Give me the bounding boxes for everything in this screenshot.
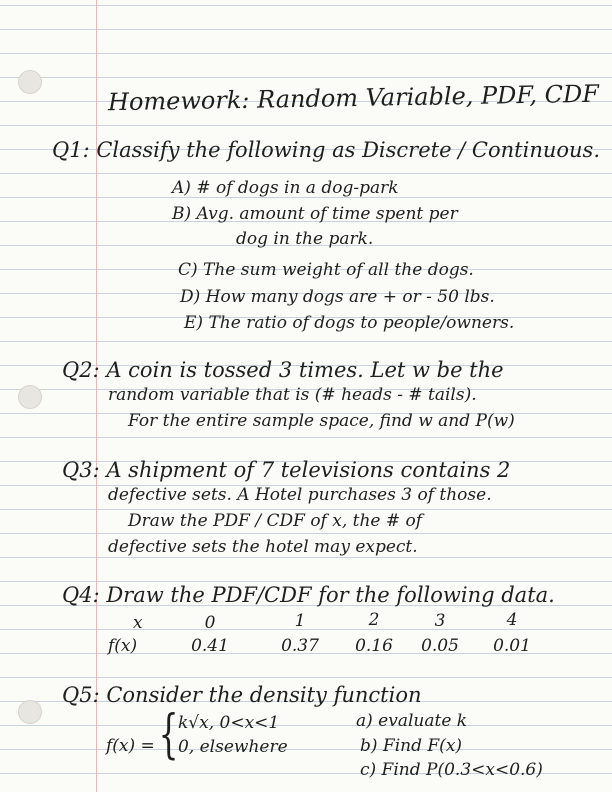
q5-part-c: c) Find P(0.3<x<0.6) — [360, 760, 543, 780]
q1-item-a: A) # of dogs in a dog-park — [172, 178, 399, 198]
q4-x-value: 1 — [294, 611, 306, 631]
q5-prompt: Q5: Consider the density function — [62, 683, 422, 707]
margin-line — [96, 0, 97, 792]
q4-fx-value: 0.16 — [355, 636, 393, 656]
q4-prompt: Q4: Draw the PDF/CDF for the following data. — [62, 583, 555, 607]
q5-case-1: k√x, 0<x<1 — [178, 713, 280, 733]
q1-item-b: B) Avg. amount of time spent per — [172, 204, 458, 224]
q1-item-e: E) The ratio of dogs to people/owners. — [184, 313, 515, 333]
q2-line-3: For the entire sample space, find w and P(w) — [128, 411, 515, 431]
q1-prompt: Q1: Classify the following as Discrete / Continuous. — [52, 138, 600, 162]
q2-line-1: Q2: A coin is tossed 3 times. Let w be the — [62, 358, 504, 382]
q4-x-value: 0 — [204, 613, 216, 633]
q5-part-a: a) evaluate k — [356, 711, 468, 731]
q4-x-label: x — [133, 613, 143, 633]
punch-hole — [18, 385, 42, 409]
q3-line-4: defective sets the hotel may expect. — [108, 537, 418, 557]
q4-fx-value: 0.01 — [493, 636, 531, 656]
q4-fx-value: 0.37 — [281, 636, 319, 656]
q1-item-d: D) How many dogs are + or - 50 lbs. — [180, 287, 495, 307]
q4-fx-label: f(x) — [108, 636, 138, 656]
q3-line-1: Q3: A shipment of 7 televisions contains 2 — [62, 458, 511, 482]
q3-line-3: Draw the PDF / CDF of x, the # of — [128, 511, 423, 531]
q1-item-c: C) The sum weight of all the dogs. — [178, 260, 474, 280]
q1-item-b-cont: dog in the park. — [236, 229, 374, 249]
q4-fx-value: 0.41 — [191, 636, 229, 656]
page-title: Homework: Random Variable, PDF, CDF — [107, 79, 600, 117]
punch-hole — [18, 700, 42, 724]
curly-brace: { — [158, 705, 179, 765]
punch-hole — [18, 70, 42, 94]
q4-x-value: 4 — [506, 610, 518, 630]
q3-line-2: defective sets. A Hotel purchases 3 of those. — [108, 485, 492, 505]
q2-line-2: random variable that is (# heads - # tails). — [108, 385, 477, 405]
q4-fx-value: 0.05 — [421, 636, 459, 656]
q4-x-value: 3 — [434, 611, 446, 631]
q5-function-label: f(x) = — [106, 736, 155, 756]
q4-x-value: 2 — [368, 610, 380, 630]
q5-case-2: 0, elsewhere — [178, 737, 288, 757]
q5-part-b: b) Find F(x) — [360, 736, 463, 756]
